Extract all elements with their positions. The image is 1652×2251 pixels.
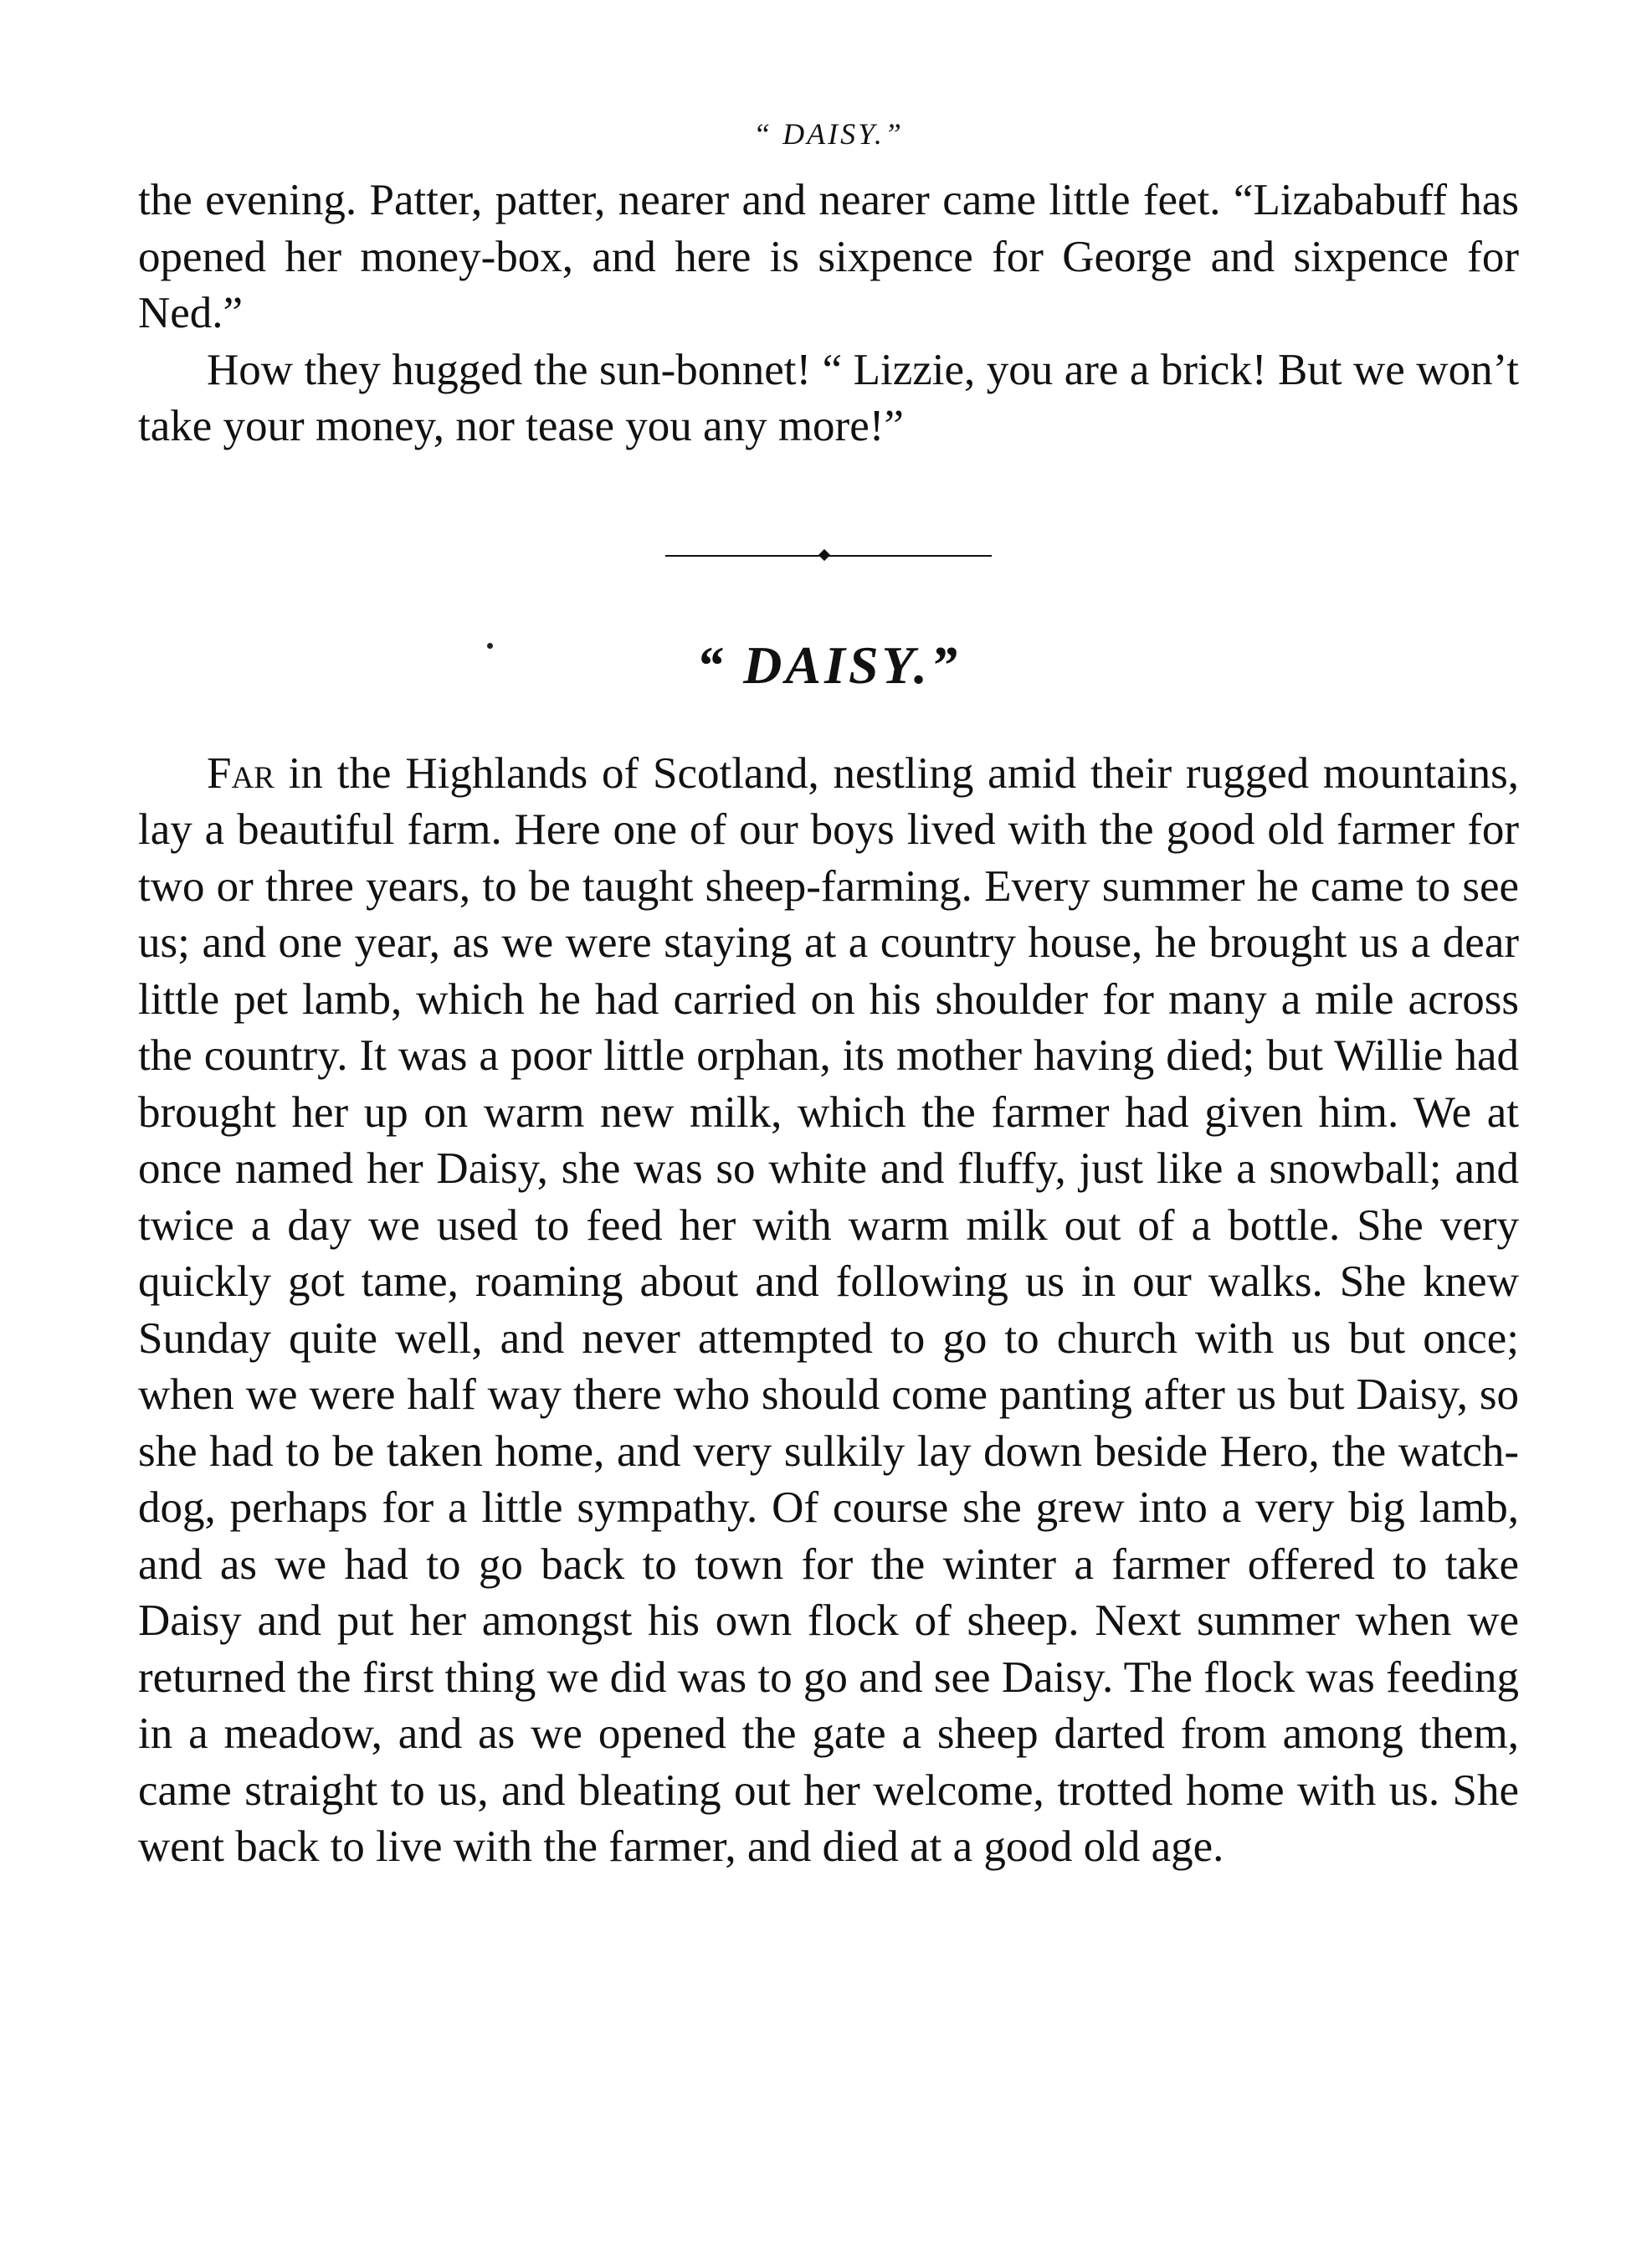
running-head: “ DAISY.” [753, 117, 904, 151]
book-page [138, 117, 1519, 1876]
section-body-text: in the Highlands of Scotland, nestling amid their rugged mountains, lay a beautiful farm. Here one of our boys lived with the good old farmer for two or three years, to be taught sheep-farming. Every summer he came to see us; and one year, as we were staying at a country house, he brought us a dear little pet lamb, which he had carried on his shoulder for many a mile across the country. It was a poor little orphan, its mother having died; but Willie had brought her up on warm new milk, which the farmer had given him. We at once named her Daisy, she was so white and fluffy, just like a snowball; and twice a day we used to feed her with warm milk out of a bottle. She very quickly got tame, roaming about and following us in our walks. She knew Sunday quite well, and never attempted to go to church with us but once; when we were half way there who should come panting after us but Daisy, so she had to be taken home, and very sulkily lay down beside Hero, the watch-dog, perhaps for a little sympathy. Of course she grew into a very big lamb, and as we had to go back to town for the winter a farmer offered to take Daisy and put her amongst his own flock of sheep. Next summer when we returned the first thing we did was to go and see Daisy. The flock was feeding in a meadow, and as we opened the gate a sheep darted from among them, came straight to us, and bleating out her welcome, trotted home with us. She went back to live with the farmer, and died at a good old age. [138, 748, 1519, 1871]
section-title: “ DAISY.” [696, 635, 961, 695]
section-body-paragraph [138, 746, 1519, 1876]
previous-story-paragraph: How they hugged the sun-bonnet! “ Lizzie, you are a brick! But we won’t take your money, nor tease you any more!” [138, 345, 1519, 450]
opening-word: Far [207, 748, 274, 798]
previous-story-paragraph: the evening. Patter, patter, nearer and nearer came little feet. “Lizababuff has opened her money-box, and here is sixpence for George and sixpence for Ned.” [138, 176, 1519, 337]
section-divider-ornament [665, 547, 992, 564]
divider-diamond-icon [818, 548, 830, 560]
